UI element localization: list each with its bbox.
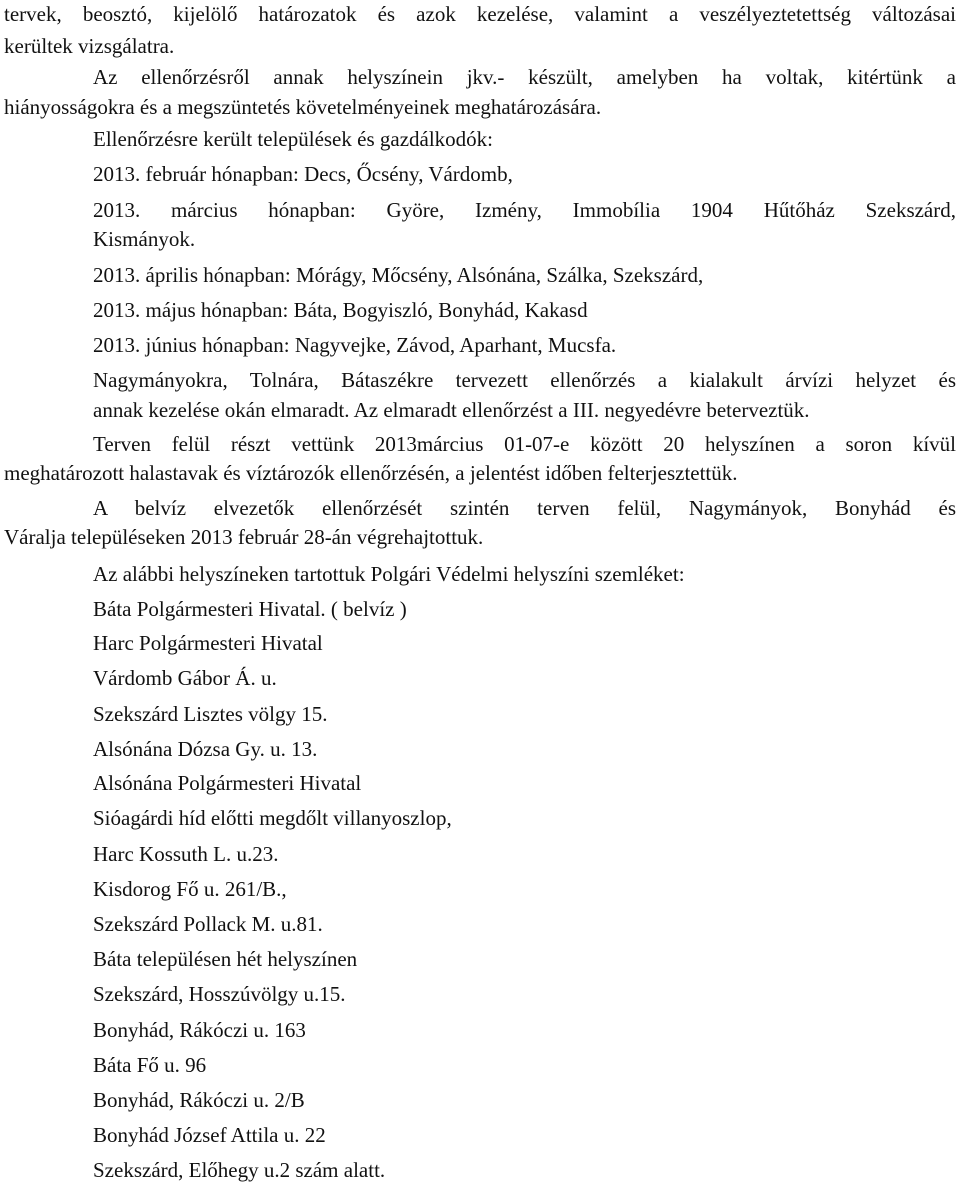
text-line: A belvíz elvezetők ellenőrzését szintén terven felül, Nagymányok, Bonyhád és bbox=[93, 496, 956, 520]
text-line: Bonyhád József Attila u. 22 bbox=[93, 1123, 326, 1147]
text-line: Sióagárdi híd előtti megdőlt villanyoszlop, bbox=[93, 806, 452, 830]
text-line: meghatározott halastavak és víztározók ellenőrzésén, a jelentést időben felterjesztettük. bbox=[4, 461, 738, 485]
text-line: Váralja településeken 2013 február 28-án végrehajtottuk. bbox=[4, 525, 484, 549]
text-line: kerültek vizsgálatra. bbox=[4, 34, 175, 58]
text-line: hiányosságokra és a megszüntetés követelményeinek meghatározására. bbox=[4, 95, 602, 119]
text-line: Harc Kossuth L. u.23. bbox=[93, 842, 279, 866]
text-line: Az alábbi helyszíneken tartottuk Polgári Védelmi helyszíni szemléket: bbox=[93, 562, 685, 586]
text-line: Szekszárd, Előhegy u.2 szám alatt. bbox=[93, 1158, 386, 1182]
text-line: Kisdorog Fő u. 261/B., bbox=[93, 877, 287, 901]
text-line: Terven felül részt vettünk 2013március 01-07-e között 20 helyszínen a soron kívül bbox=[93, 432, 956, 456]
text-line: Az ellenőrzésről annak helyszínein jkv.- készült, amelyben ha voltak, kitértünk a bbox=[93, 65, 956, 89]
text-line: tervek, beosztó, kijelölő határozatok és azok kezelése, valamint a veszélyeztetettség változásai bbox=[4, 2, 956, 26]
text-line: Várdomb Gábor Á. u. bbox=[93, 666, 277, 690]
text-line: Nagymányokra, Tolnára, Bátaszékre tervezett ellenőrzés a kialakult árvízi helyzet és bbox=[93, 368, 956, 392]
text-line: Szekszárd, Hosszúvölgy u.15. bbox=[93, 982, 346, 1006]
text-line: Alsónána Polgármesteri Hivatal bbox=[93, 771, 362, 795]
text-line: Báta Fő u. 96 bbox=[93, 1053, 207, 1077]
text-line: Alsónána Dózsa Gy. u. 13. bbox=[93, 737, 318, 761]
text-line: Ellenőrzésre került települések és gazdálkodók: bbox=[93, 127, 494, 151]
text-line: Szekszárd Lisztes völgy 15. bbox=[93, 702, 328, 726]
text-line: Bonyhád, Rákóczi u. 163 bbox=[93, 1018, 306, 1042]
text-line: Báta településen hét helyszínen bbox=[93, 947, 358, 971]
text-line: Bonyhád, Rákóczi u. 2/B bbox=[93, 1088, 305, 1112]
text-line: annak kezelése okán elmaradt. Az elmaradt ellenőrzést a III. negyedévre beterveztük. bbox=[93, 398, 810, 422]
text-line: 2013. május hónapban: Báta, Bogyiszló, Bonyhád, Kakasd bbox=[93, 298, 588, 322]
text-line: 2013. június hónapban: Nagyvejke, Závod, Aparhant, Mucsfa. bbox=[93, 333, 617, 357]
text-line: Kismányok. bbox=[93, 227, 196, 251]
text-line: Báta Polgármesteri Hivatal. ( belvíz ) bbox=[93, 597, 407, 621]
text-line: 2013. március hónapban: Györe, Izmény, Immobília 1904 Hűtőház Szekszárd, bbox=[93, 198, 956, 222]
text-line: Harc Polgármesteri Hivatal bbox=[93, 631, 323, 655]
text-line: 2013. április hónapban: Mórágy, Mőcsény, Alsónána, Szálka, Szekszárd, bbox=[93, 263, 704, 287]
text-line: Szekszárd Pollack M. u.81. bbox=[93, 912, 323, 936]
text-line: 2013. február hónapban: Decs, Őcsény, Várdomb, bbox=[93, 162, 513, 186]
